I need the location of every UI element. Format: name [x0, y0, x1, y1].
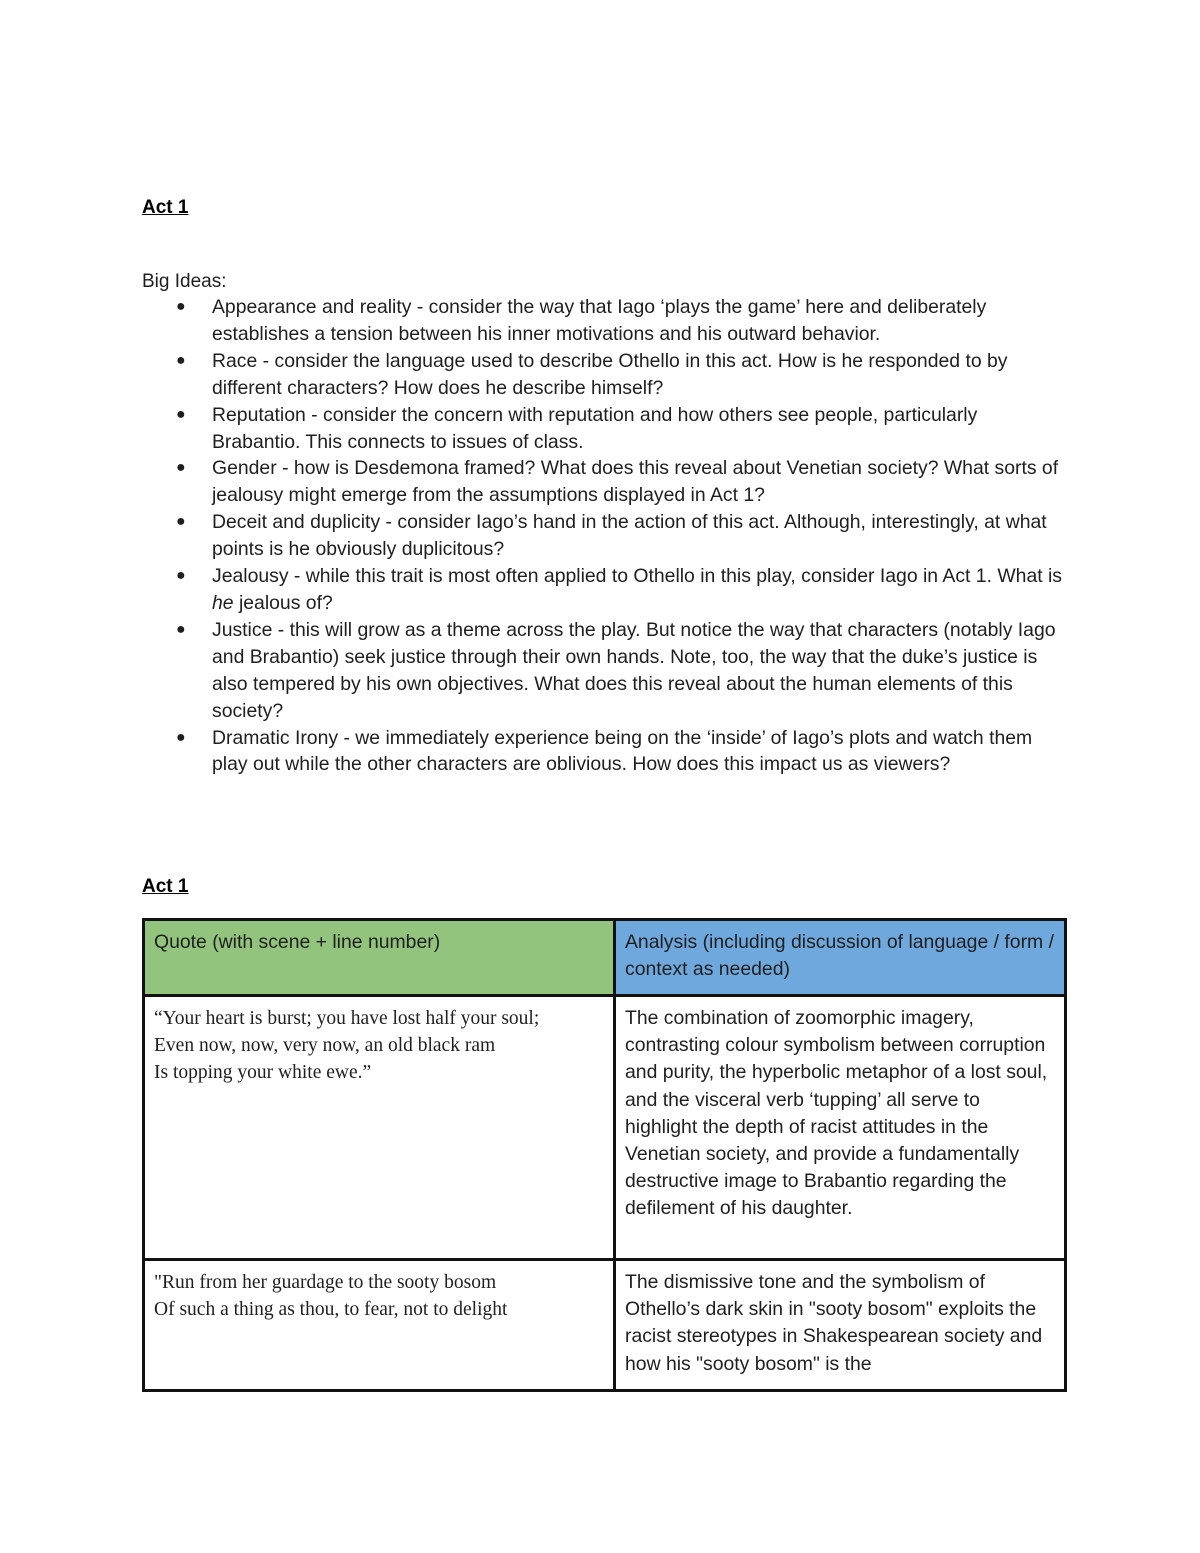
list-item	[142, 402, 1067, 456]
quote-header-label: Quote (with scene + line number)	[154, 931, 441, 953]
analysis-cell	[615, 996, 1066, 1260]
quote-text: "Run from her guardage to the sooty bosom Of such a thing as thou, to fear, not to delight	[154, 1272, 508, 1320]
bullet-icon: ●	[176, 459, 186, 477]
quote-text: “Your heart is burst; you have lost half your soul; Even now, now, very now, an old black ram Is topping your white ewe.”	[154, 1008, 540, 1083]
analysis-header-label: Analysis (including discussion of language / form / context as needed)	[625, 931, 1054, 980]
table-heading: Act 1	[142, 876, 189, 897]
list-item	[142, 617, 1067, 725]
bullet-icon: ●	[176, 567, 186, 585]
emphasis-text: he	[212, 591, 234, 614]
list-item-text: Reputation - consider the concern with reputation and how others see people, particularly Brabantio. This connects to issues of class.	[212, 403, 978, 453]
big-ideas-label: Big Ideas:	[142, 271, 227, 292]
bullet-icon: ●	[176, 513, 186, 531]
quote-cell	[144, 996, 615, 1260]
list-item-text: Dramatic Irony - we immediately experience being on the ‘inside’ of Iago’s plots and watch them play out while the other characters are oblivious. How does this impact us as viewers?	[212, 726, 1033, 776]
list-item-text: Justice - this will grow as a theme across the play. But notice the way that characters (notably Iago and Brabantio) seek justice through their own hands. Note, too, the way that the duke’s justice is also tempered by his own objectives. What does this reveal about the human elements of this society?	[212, 618, 1056, 722]
quote-column-header	[144, 920, 615, 996]
bullet-icon: ●	[176, 405, 186, 423]
analysis-text: The dismissive tone and the symbolism of Othello’s dark skin in "sooty bosom" exploits the racist stereotypes in Shakespearean society and how his "sooty bosom" is the	[625, 1271, 1043, 1375]
list-item-text: Deceit and duplicity - consider Iago’s hand in the action of this act. Although, interestingly, at what points is he obviously duplicitous?	[212, 511, 1047, 561]
list-item-text: Race - consider the language used to describe Othello in this act. How is he responded to by different characters? How does he describe himself?	[212, 349, 1008, 399]
list-item-text: Appearance and reality - consider the way that Iago ‘plays the game’ here and deliberately establishes a tension between his inner motivations and his outward behavior.	[212, 296, 987, 345]
list-item-text: Jealousy - while this trait is most often applied to Othello in this play, consider Iago in Act 1. What is	[212, 565, 1063, 588]
big-ideas-list	[142, 294, 1067, 778]
bullet-icon: ●	[176, 351, 186, 369]
table-header-row	[144, 920, 1066, 996]
list-item-text: Gender - how is Desdemona framed? What does this reveal about Venetian society? What sorts of jealousy might emerge from the assumptions displayed in Act 1?	[212, 457, 1059, 507]
analysis-cell	[615, 1260, 1066, 1391]
analysis-column-header	[615, 920, 1066, 996]
list-item	[142, 725, 1067, 779]
list-item-text: jealous of?	[233, 591, 333, 614]
bullet-icon: ●	[176, 620, 186, 638]
list-item	[142, 294, 1067, 348]
list-item	[142, 509, 1067, 563]
quote-cell	[144, 1260, 615, 1391]
table-row	[144, 1260, 1066, 1391]
bullet-icon: ●	[176, 298, 186, 315]
act-heading: Act 1	[142, 197, 189, 218]
quote-analysis-table	[142, 918, 1067, 1392]
list-item	[142, 348, 1067, 402]
bullet-icon: ●	[176, 728, 186, 746]
list-item	[142, 563, 1067, 617]
list-item	[142, 455, 1067, 509]
table-row	[144, 996, 1066, 1260]
analysis-text: The combination of zoomorphic imagery, contrasting colour symbolism between corruption and purity, the hyperbolic metaphor of a lost soul, and the visceral verb ‘tupping’ all serve to highlight the depth of racist attitudes in the Venetian society, and provide a fundamentally destructive image to Brabantio regarding the defilement of his daughter.	[625, 1007, 1048, 1220]
